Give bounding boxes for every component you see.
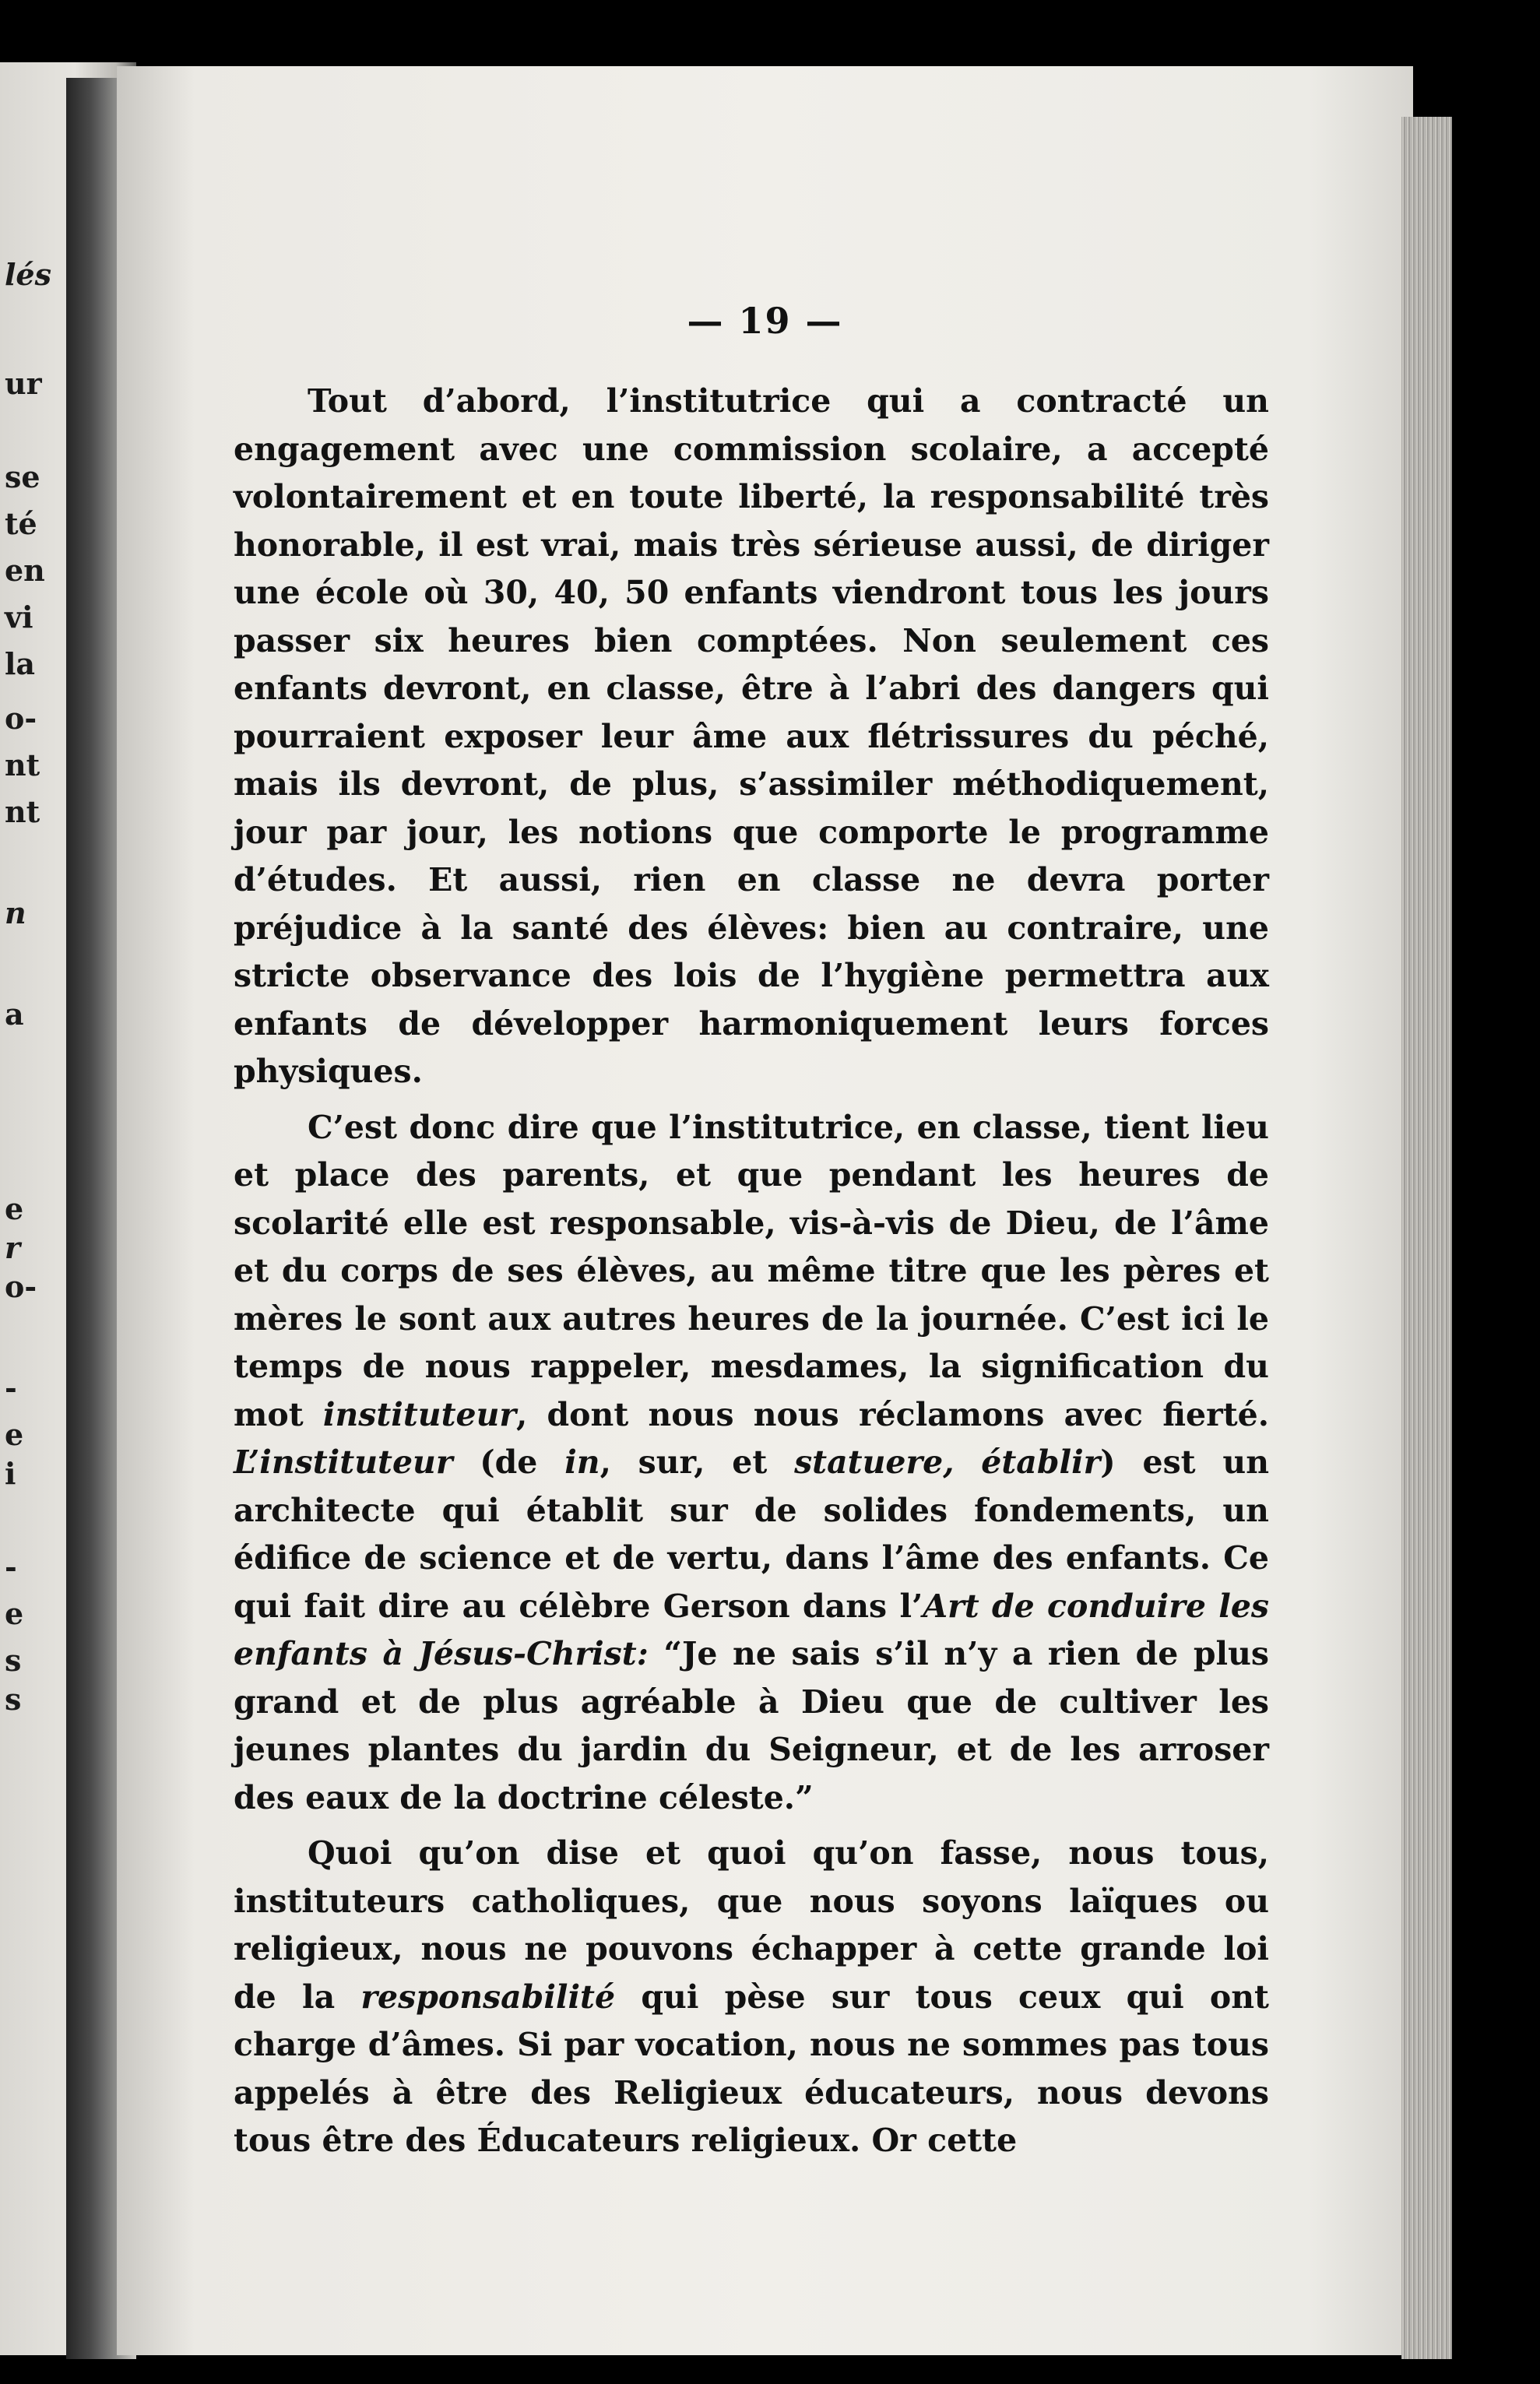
text-run: “Je ne sais s’il n’y a rien de plus grand et de plus agréable à Dieu que de cultiver les jeunes plantes du jardin du Seigneur, et de les arroser des eaux de la doctrine céleste.” [234,1635,1269,1816]
left-margin-fragment: o- [5,701,37,736]
text-run: , dont nous nous réclamons avec fierté. [516,1395,1269,1433]
left-margin-fragment: lés [5,257,52,292]
left-margin-fragment: r [5,1230,21,1265]
left-margin-fragment: e [5,1191,24,1226]
text-run: (de [452,1443,565,1481]
left-margin-fragment: vi [5,600,33,635]
italic-phrase: instituteur [322,1395,517,1433]
left-margin-fragment: nt [5,747,40,782]
left-margin-fragment: la [5,646,36,681]
left-margin-fragment: e [5,1596,24,1631]
page-edges [1401,117,1452,2359]
text-run: Quoi qu’on dise et quoi qu’on fasse, nous tous, instituteurs catholiques, que nous soyons laïques ou religieux, nous ne pouvons échapper à cette grande loi de la [234,1834,1269,2016]
left-margin-fragment: e [5,1417,24,1452]
italic-phrase: L’instituteur [234,1443,453,1481]
left-margin-fragment: té [5,506,37,541]
left-margin-fragment: s [5,1643,22,1678]
text-run: Tout d’abord, l’institutrice qui a contracté un engagement avec une commission scolaire, a accepté volontairement et en toute liberté, la responsabilité très honorable, il est vrai, mais très sérieuse aussi, de diriger une école où 30, 40, 50 enfants viendront tous les jours passer six heures bien comptées. Non seulement ces enfants devront, en classe, être à l’abri des dangers qui pourraient exposer leur âme aux flétrissures du péché, mais ils devront, de plus, s’assimiler méthodiquement, jour par jour, les notions que comporte le programme d’études. Et aussi, rien en classe ne devra porter préjudice à la santé des élèves: bien au contraire, une stricte observance des lois de l’hygiène permettra aux enfants de développer harmoniquement leurs forces physiques. [234,382,1269,1090]
left-margin-fragment: i [5,1456,16,1491]
text-run: ) est un architecte qui établit sur de solides fondements, un édifice de science et de vertu, dans l’âme des enfants. Ce qui fait dire au célèbre Gerson dans l’ [234,1443,1270,1625]
text-run: , sur, et [599,1443,795,1481]
right-page [117,66,1413,2355]
paragraph [234,1830,1269,2165]
left-margin-fragment: - [5,1549,17,1584]
left-margin-fragment: n [5,895,26,930]
left-margin-fragment: ur [5,366,42,401]
paragraph [234,378,1269,1096]
italic-phrase: in [564,1443,600,1481]
body-text [234,378,1269,2165]
text-run: C’est donc dire que l’institutrice, en classe, tient lieu et place des parents, et que pendant les heures de scolarité elle est responsable, vis-à-vis de Dieu, de l’âme et du corps de ses élèves, au même titre que les pères et mères le sont aux autres heures de la journée. C’est ici le temps de nous rappeler, mesdames, la signification du mot [234,1108,1269,1433]
paragraph [234,1104,1269,1823]
italic-phrase: statuere, établir [794,1443,1101,1481]
italic-phrase: Art de conduire les enfants à Jésus-Christ: [234,1587,1269,1672]
page-number: — 19 — [687,300,843,342]
left-margin-fragment: en [5,553,45,588]
left-page-margin-fragments [0,62,52,2355]
left-margin-fragment: o- [5,1269,37,1304]
italic-phrase: responsabilité [360,1978,616,2016]
left-margin-fragment: se [5,459,40,494]
text-run: qui pèse sur tous ceux qui ont charge d’âmes. Si par vocation, nous ne sommes pas tous appelés à être des Religieux éducateurs, nous devons tous être des Éducateurs religieux. Or cette [234,1978,1269,2159]
left-margin-fragment: a [5,997,24,1032]
left-margin-fragment: nt [5,794,40,829]
left-margin-fragment: - [5,1370,17,1405]
left-margin-fragment: s [5,1682,22,1717]
